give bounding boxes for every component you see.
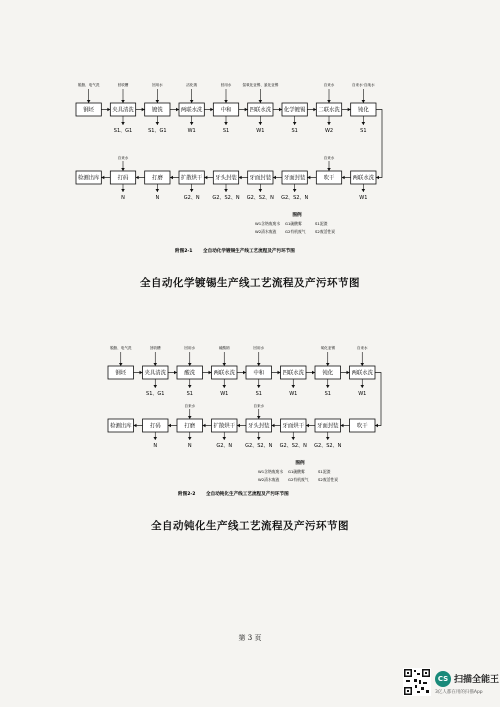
arrow-head [204, 176, 207, 180]
arrow-head [140, 371, 143, 375]
arrow-head [156, 189, 160, 192]
pollutant-label: G2、S2、N [281, 195, 309, 201]
process-step-label: 打磨 [184, 423, 196, 430]
arrow-head [222, 385, 226, 388]
process-step-label: 二联水洗 [318, 107, 340, 114]
legend-item: W2清水废液 [255, 229, 277, 234]
arrow-head [222, 437, 226, 440]
arrow-head [327, 122, 331, 125]
arrow-head [153, 437, 157, 440]
process-step-label: 夹具清洗 [144, 370, 167, 377]
pollutant-label: W1 [358, 391, 367, 397]
input-material-label: 硫酸钠 [218, 346, 230, 350]
arrow-head [273, 176, 276, 180]
pollutant-label: G2、N [216, 443, 233, 449]
arrow-head [153, 363, 157, 366]
process-flow-diagram-2 [0, 335, 500, 515]
arrow-head [87, 100, 91, 103]
pollutant-label: S1 [324, 391, 331, 397]
pollutant-label: S1、G1 [148, 128, 167, 134]
pollutant-label: S1 [255, 391, 262, 397]
process-step-label: 中和 [220, 107, 232, 114]
pollutant-label: W1 [220, 391, 229, 397]
arrow-head [257, 416, 261, 419]
figure-caption-1: 全自动化学镀锡生产线工艺流程及产污环节图 [140, 277, 360, 289]
arrow-head [224, 122, 228, 125]
arrow-head [362, 122, 366, 125]
arrow-head [168, 424, 171, 428]
arrow-head [210, 108, 213, 112]
arrow-head [188, 385, 192, 388]
legend-item: S1泥渣 [315, 221, 328, 226]
arrow-head [257, 363, 261, 366]
process-step-label: 打码 [149, 423, 161, 430]
scanner-app-name: 扫描全能王 [454, 675, 500, 685]
arrow-head [121, 100, 125, 103]
process-step-label: 牙头封装 [247, 423, 270, 430]
arrow-head [293, 189, 297, 192]
figure-caption-2: 全自动钝化生产线工艺流程及产污环节图 [151, 520, 349, 532]
pollutant-label: N [121, 195, 125, 201]
pollutant-label: G2、N [183, 195, 200, 201]
process-step-label: 镀铣 [151, 107, 163, 114]
figure-small-title: 全自动钝化生产线工艺流程及产污环节图 [206, 492, 289, 497]
arrow-head [134, 424, 137, 428]
arrow-head [222, 363, 226, 366]
arrow-head [121, 189, 125, 192]
input-material-label: 回收槽 [117, 83, 129, 87]
legend-item: G2有机废气 [288, 477, 309, 482]
input-material-label: 脱脂、电气洗 [77, 83, 100, 87]
process-step-label: 牙面封装 [249, 175, 272, 182]
arrow-head [306, 424, 309, 428]
pollutant-label: W1 [289, 391, 298, 397]
arrow-head [259, 122, 263, 125]
arrow-head [293, 122, 297, 125]
arrow-head [362, 189, 366, 192]
arrow-head [176, 108, 179, 112]
arrow-head [188, 437, 192, 440]
arrow-head [347, 371, 350, 375]
pollutant-label: S1 [360, 128, 367, 134]
process-step-label: 夹具清洗 [112, 107, 134, 114]
process-step-label: 两联水洗 [352, 175, 375, 182]
arrow-head [224, 100, 228, 103]
input-material-label: 自来水 [253, 404, 265, 408]
arrow-head [174, 371, 177, 375]
arrow-head [259, 189, 263, 192]
arrow-head [153, 385, 157, 388]
arrow-head [257, 385, 261, 388]
arrow-head [209, 371, 212, 375]
arrow-head [188, 363, 192, 366]
arrow-head [348, 108, 351, 112]
process-step-label: 牙面封装 [316, 423, 339, 430]
arrow-head [136, 176, 139, 180]
process-step-label: 两联水洗 [351, 370, 374, 377]
input-material-label: 氧化亚锡 [320, 346, 335, 350]
arrow-head [224, 189, 228, 192]
qr-code-icon [403, 668, 431, 696]
arrow-head [245, 108, 248, 112]
input-material-label: 回用水 [184, 346, 196, 350]
arrow-head [190, 100, 194, 103]
arrow-head [121, 122, 125, 125]
pollutant-label: N [155, 195, 160, 201]
legend-item: S1泥渣 [318, 469, 331, 474]
flow-connector [375, 373, 381, 426]
process-step-label: 四联水洗 [249, 107, 272, 114]
legend-item: G2有机废气 [285, 229, 306, 234]
input-material-label: 自来水 [323, 156, 335, 160]
pollutant-label: S1 [186, 391, 193, 397]
arrow-head [243, 371, 246, 375]
pollutant-label: S1 [222, 128, 230, 134]
scanner-watermark [403, 667, 500, 701]
input-material-label: 自来水 [184, 404, 196, 408]
arrow-head [188, 416, 192, 419]
pollutant-label: N [187, 443, 192, 449]
pollutant-label: W1 [187, 128, 196, 134]
arrow-head [156, 100, 160, 103]
input-material-label: 自来水 [117, 156, 129, 160]
process-step-label: 牙面烘干 [282, 423, 305, 430]
input-material-label: 自来水 [323, 83, 335, 87]
arrow-head [313, 108, 316, 112]
arrow-head [375, 424, 378, 428]
process-step-label: 扩散烘干 [180, 175, 203, 182]
arrow-head [272, 424, 275, 428]
arrow-head [203, 424, 206, 428]
process-step-label: 化学镀锡 [283, 107, 306, 114]
arrow-head [107, 108, 110, 112]
input-material-label: 自来水·自纯水 [351, 83, 375, 87]
pollutant-label: W1 [256, 128, 265, 134]
pollutant-label: G2、S2、N [314, 443, 342, 449]
process-flow-diagram-1 [0, 0, 500, 270]
arrow-head [279, 108, 282, 112]
arrow-head [326, 437, 330, 440]
figure-number: 附图2-2 [178, 492, 196, 497]
legend-item: G1硫酸雾 [288, 469, 305, 474]
arrow-head [156, 122, 160, 125]
process-step-label: 四联水洗 [282, 370, 305, 377]
pollutant-label: N [153, 443, 158, 449]
arrow-head [142, 108, 145, 112]
legend-item: W1含铬废废水 [258, 469, 284, 474]
pollutant-label: G2、S2、N [212, 195, 240, 201]
process-step-label: 牙面封装 [283, 175, 306, 182]
figure-number: 附图2-1 [175, 249, 193, 254]
process-step-label: 检测出库 [109, 423, 132, 430]
input-material-label: 活化钠 [186, 83, 198, 87]
input-material-label: 氢氧化亚锡、氯化亚锡 [242, 83, 279, 87]
input-material-label: 自来水 [356, 346, 368, 350]
legend-item: S2废活性炭 [318, 477, 339, 482]
process-step-label: 钝化 [322, 370, 334, 377]
arrow-head [190, 122, 194, 125]
arrow-head [101, 176, 104, 180]
process-step-label: 钢坯 [83, 107, 95, 114]
input-material-label: 回用水 [253, 346, 265, 350]
process-step-label: 中和 [253, 370, 265, 377]
arrow-head [291, 437, 295, 440]
arrow-head [119, 363, 123, 366]
pollutant-label: W2 [324, 128, 334, 134]
process-step-label: 两联水洗 [180, 107, 203, 114]
arrow-head [327, 100, 331, 103]
pollutant-label: S1 [291, 128, 298, 134]
process-step-label: 检测出库 [77, 175, 100, 182]
pollutant-label: W1 [359, 195, 368, 201]
arrow-head [257, 437, 261, 440]
process-step-label: 扩散烘干 [213, 423, 236, 430]
pollutant-label: G2、S2、N [246, 195, 274, 201]
arrow-head [239, 176, 242, 180]
pollutant-label: S1、G1 [113, 128, 133, 134]
pollutant-label: S1、G1 [146, 391, 165, 397]
legend-item: W1含铬废废水 [255, 221, 281, 226]
legend-title: 图例 [295, 461, 305, 466]
process-step-label: 吹干 [323, 175, 335, 182]
process-step-label: 酸洗 [184, 370, 196, 377]
flow-connector [376, 110, 382, 178]
arrow-head [341, 424, 344, 428]
arrow-head [121, 168, 125, 171]
arrow-head [360, 385, 364, 388]
arrow-head [326, 385, 330, 388]
process-step-label: 钢坯 [115, 370, 127, 377]
arrow-head [190, 189, 194, 192]
input-material-label: 回用水 [220, 83, 232, 87]
legend-item: S2废活性炭 [315, 229, 336, 234]
arrow-head [312, 371, 315, 375]
arrow-head [362, 100, 366, 103]
process-step-label: 打磨 [151, 175, 163, 182]
process-step-label: 钝化 [357, 107, 369, 114]
process-step-label: 两联水洗 [213, 370, 236, 377]
arrow-head [326, 363, 330, 366]
process-step-label: 打码 [117, 175, 129, 182]
pollutant-label: G2、S2、N [245, 443, 273, 449]
arrow-head [170, 176, 173, 180]
scanner-app-slogan: 3亿人都在用的扫描App [435, 690, 483, 695]
arrow-head [291, 385, 295, 388]
figure-small-title: 全自动化学镀锡生产线工艺流程及产污环节图 [203, 249, 295, 254]
page-number: 第 3 页 [238, 634, 262, 642]
input-material-label: 脱脂、电气洗 [109, 346, 132, 350]
arrow-head [342, 176, 345, 180]
arrow-head [376, 176, 379, 180]
arrow-head [237, 424, 240, 428]
legend-title: 图例 [292, 213, 302, 218]
input-material-label: 回收槽 [149, 346, 161, 350]
arrow-head [259, 100, 263, 103]
arrow-head [278, 371, 281, 375]
legend-item: G1硫酸雾 [285, 221, 302, 226]
arrow-head [360, 363, 364, 366]
input-material-label: 回用水 [151, 83, 163, 87]
pollutant-label: G2、S2、N [279, 443, 307, 449]
arrow-head [307, 176, 310, 180]
legend-item: W2清水废液 [258, 477, 280, 482]
process-step-label: 吹干 [356, 423, 368, 430]
cs-logo-icon: CS [435, 671, 451, 687]
arrow-head [327, 168, 331, 171]
process-step-label: 牙头封装 [215, 175, 237, 182]
